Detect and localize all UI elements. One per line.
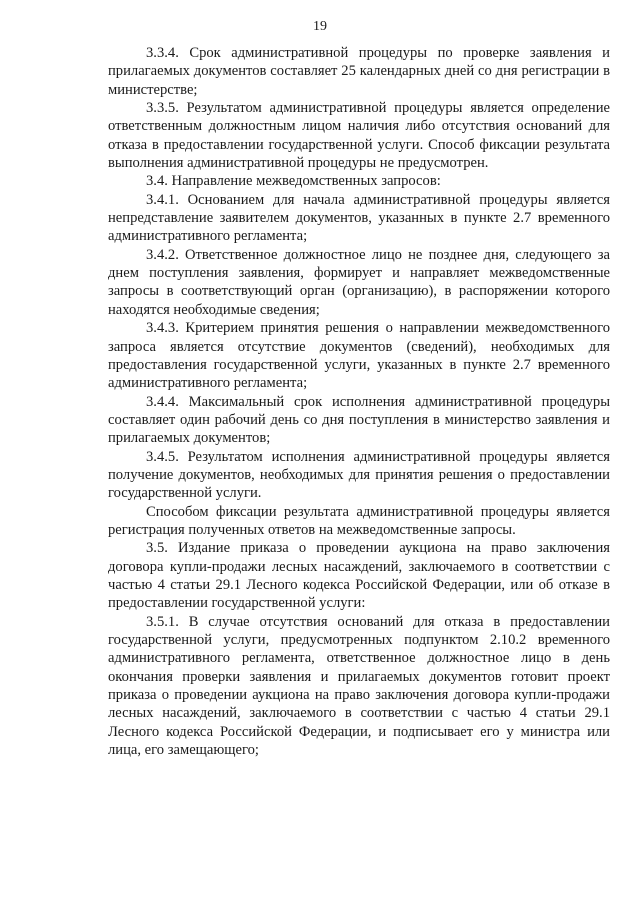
paragraph-3-5-1: 3.5.1. В случае отсутствия оснований для отказа в предоставлении государственной услуги, предусмотренных подпунктом 2.10.2 временного административного регламента, ответственное должностное лицо в день окончания проверки заявления и прилагаемых документов готовит проект приказа о проведении аукциона на право заключения договора купли-продажи лесных насаждений, заключаемого в соответствии с частью 4 статьи 29.1 Лесного кодекса Российской Федерации, и подписывает его у министра или лица, его замещающего; (108, 613, 610, 759)
paragraph-3-4-1: 3.4.1. Основанием для начала административной процедуры является непредставление заявителем документов, указанных в пункте 2.7 временного административного регламента; (108, 191, 610, 245)
paragraph-3-4: 3.4. Направление межведомственных запросов: (146, 173, 441, 190)
paragraph-3-4-5: 3.4.5. Результатом исполнения административной процедуры является получение документов, необходимых для принятия решения о предоставлении государственной услуги. (108, 448, 610, 502)
paragraph-3-5: 3.5. Издание приказа о проведении аукциона на право заключения договора купли-продажи лесных насаждений, заключаемого в соответствии с частью 4 статьи 29.1 Лесного кодекса Российской Федерации, или об отказе в предоставлении государственной услуги: (108, 540, 610, 612)
document-body (108, 44, 610, 759)
paragraph-fixation-method: Способом фиксации результата административной процедуры является регистрация полученных ответов на межведомственные запросы. (108, 503, 610, 538)
paragraph-3-3-5: 3.3.5. Результатом административной процедуры является определение ответственным должностным лицом наличия либо отсутствия оснований для отказа в предоставлении государственной услуги. Способ фиксации результата выполнения административной процедуры не предусмотрен. (108, 100, 610, 172)
paragraph-3-3-4: 3.3.4. Срок административной процедуры по проверке заявления и прилагаемых документов составляет 25 календарных дней со дня регистрации в министерстве; (108, 45, 610, 98)
paragraph-3-4-4: 3.4.4. Максимальный срок исполнения административной процедуры составляет один рабочий день со дня поступления в министерство заявления и прилагаемых документов; (108, 393, 610, 447)
paragraph-3-4-2: 3.4.2. Ответственное должностное лицо не позднее дня, следующего за днем поступления заявления, формирует и направляет межведомственные запросы в соответствующий орган (организацию), в распоряжении которого находятся необходимые сведения; (108, 246, 610, 318)
paragraph-3-4-3: 3.4.3. Критерием принятия решения о направлении межведомственного запроса является отсутствие документов (сведений), необходимых для предоставления государственной услуги, указанных в пункте 2.7 временного административного регламента; (108, 320, 610, 392)
page-number: 19 (313, 19, 327, 34)
